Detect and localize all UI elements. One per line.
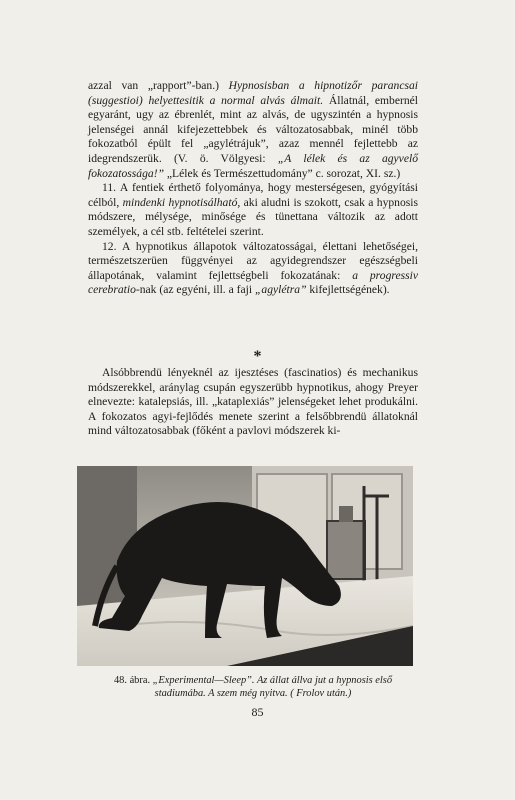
continued-text (88, 366, 418, 439)
caption-text: „Experimental—Sleep”. Az állat állva jut a hypnosis első stadiumába. A szem még nyitva. ( Frolov után.) (152, 675, 393, 699)
text-span: -nak (az egyéni, ill. a faji (135, 283, 255, 297)
italic-span: „agylétra” (254, 283, 307, 297)
section-separator: * (253, 348, 262, 365)
section-11-paragraph (88, 181, 418, 239)
text-span: azzal van „rapport”-ban.) (88, 79, 229, 92)
text-span: 11. A fentiek érthető folyománya, hogy mesterségesen, gyógyítási célból, (88, 181, 418, 209)
text-span: „Lélek és Természettudomány” c. sorozat, XI. sz.) (164, 166, 401, 180)
italic-span: a progressiv cerebratio (88, 268, 418, 297)
text-span: Állatnál, embernél egyaránt, ugy az ébrenlét, mint az alvás, de ugyszintén a hypnosis jelenségei annál kifejezettebbek és változatosabbak, minél több fokozatból épült fel „agylétrájuk”, azaz mennél fejlettebb az idegrendszerük. (V. ö. Völgyesi: (88, 93, 418, 165)
text-span: aki aludni is szokott, csak a hypnosis módszere, mélysége, minősége és tünettana változik az adott személyek, a cél stb. feltételei szerint. (88, 195, 419, 238)
section-after-paragraph: Alsóbbrendü lényeknél az ijesztéses (fascinatios) és mechanikus módszerekkel, aránylag csupán egyszerübb hypnotikus, ahogy Preyer elnevezte: katalepsiás, ill. „kataplexiás” jelenségeket lehet produkálni. A fokozatos agyi-fejlődés menete szerint a felsőbbrendü állatoknál mind változatosabbak (főként a pavlovi módszerek ki- (88, 366, 418, 438)
experiment-photo (77, 466, 413, 666)
photo-illustration (77, 466, 413, 666)
text-span: 12. A hypnotikus állapotok változatosságai, élettani lehetőségei, természetszerüen függvényei az agyidegrendszer egészségbeli állapotának, valamint fejlettségbeli fokozatának: (88, 239, 418, 282)
italic-span: Hypnosisban a hipnotizőr parancsai (suggestioi) helyettesitik a normal alvás álmait. (88, 79, 418, 107)
figure-caption (88, 674, 418, 700)
main-text (88, 79, 418, 298)
text-span: kifejlettségének). (306, 283, 390, 297)
page-number: 85 (251, 705, 264, 719)
italic-span: mindenki hypnotisálható, (122, 195, 241, 209)
paragraph-continued (88, 79, 418, 181)
italic-span: „A lélek és az agyvelő fokozatossága!” (88, 151, 418, 180)
caption-label: 48. ábra. (113, 675, 153, 686)
section-12-paragraph (88, 240, 418, 298)
